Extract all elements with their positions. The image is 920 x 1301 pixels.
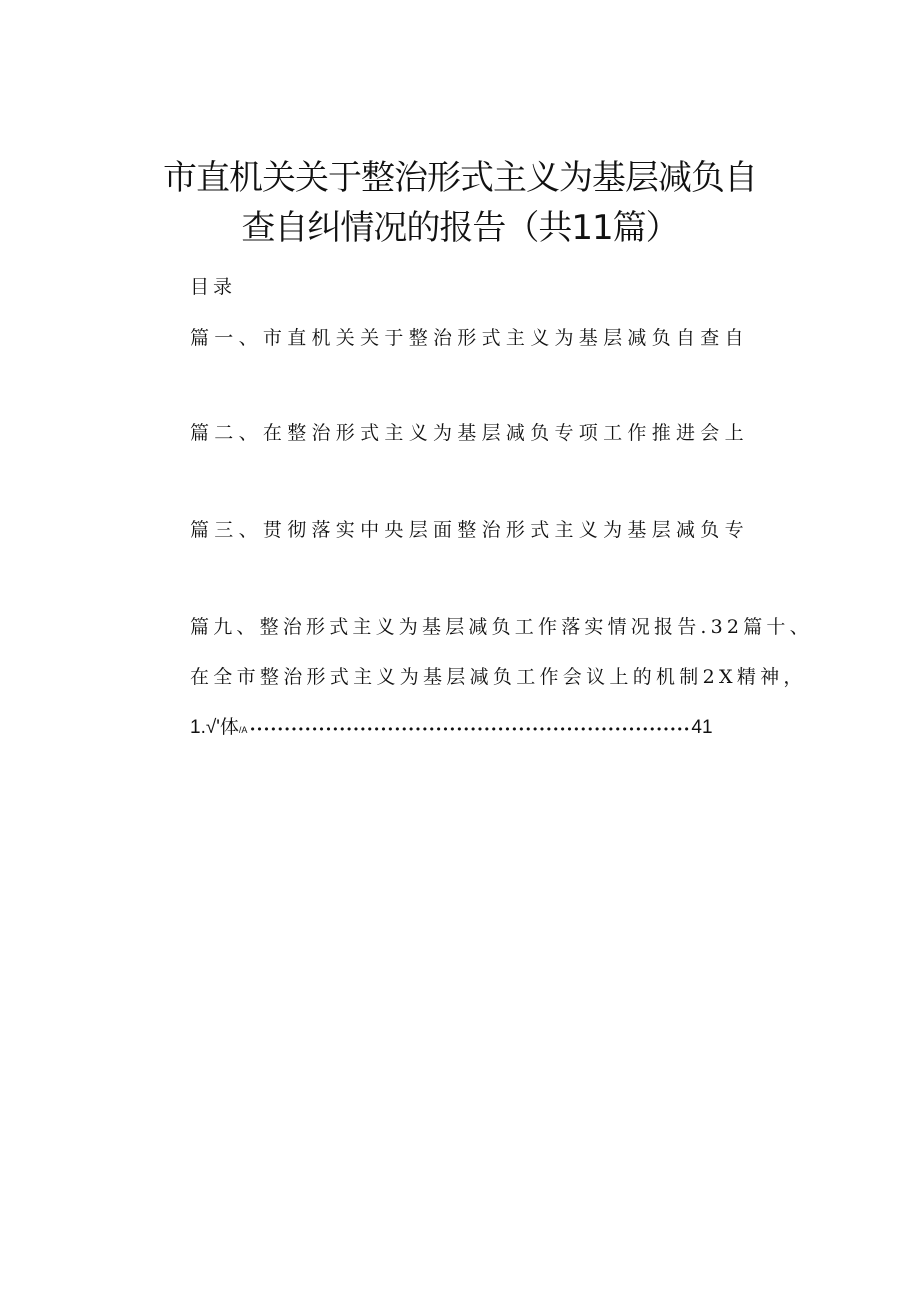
toc-page-number: 41	[691, 717, 713, 738]
toc-entry: 篇三、贯彻落实中央层面整治形式主义为基层减负专	[190, 519, 749, 541]
toc-dot-leader	[249, 720, 689, 739]
toc-entry-with-page-number	[190, 712, 713, 739]
document-title-line-2: 查自纠情况的报告（共11篇）	[241, 208, 679, 248]
toc-entry-lead-small-text: /A	[238, 725, 248, 735]
toc-entry: 篇一、市直机关关于整治形式主义为基层减负自查自	[190, 327, 749, 349]
toc-entry-lead-text: 1.√'体	[190, 717, 239, 738]
toc-label: 目录	[190, 276, 237, 298]
toc-entry: 篇二、在整治形式主义为基层减负专项工作推进会上	[190, 422, 749, 444]
toc-entry: 在全市整治形式主义为基层减负工作会议上的机制2X精神，	[190, 666, 807, 688]
toc-entry: 篇九、整治形式主义为基层减负工作落实情况报告.32篇十、	[190, 616, 813, 638]
document-title-line-1: 市直机关关于整治形式主义为基层减负自	[163, 158, 757, 198]
